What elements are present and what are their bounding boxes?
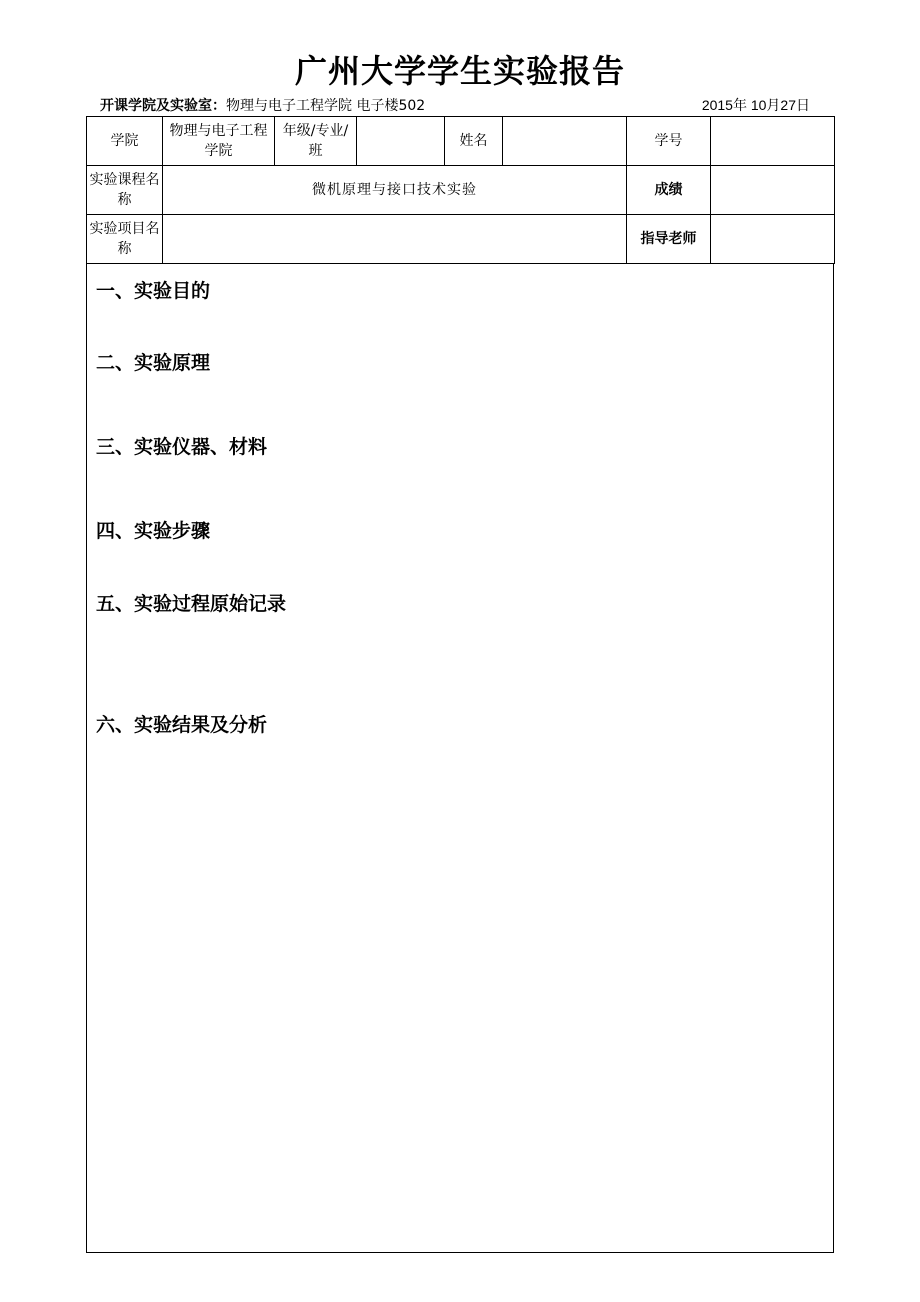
section-results: 六、实验结果及分析 — [96, 714, 268, 736]
section-equipment: 三、实验仪器、材料 — [96, 436, 268, 458]
teacher-label: 指导老师 — [627, 215, 711, 264]
college-label: 学院 — [87, 117, 163, 166]
project-label: 实验项目名称 — [87, 215, 163, 264]
section-purpose: 一、实验目的 — [96, 280, 211, 302]
section-principle: 二、实验原理 — [96, 352, 211, 374]
section-records: 五、实验过程原始记录 — [96, 593, 287, 615]
project-value[interactable] — [163, 215, 627, 264]
report-date: 2015年 10月27日 — [701, 97, 810, 113]
grade-value[interactable] — [357, 117, 445, 166]
info-table — [86, 116, 835, 264]
score-label: 成绩 — [627, 166, 711, 215]
score-value[interactable] — [711, 166, 835, 215]
grade-label: 年级/专业/班 — [275, 117, 357, 166]
name-label: 姓名 — [445, 117, 503, 166]
student-id-value[interactable] — [711, 117, 835, 166]
teacher-value[interactable] — [711, 215, 835, 264]
college-value: 物理与电子工程学院 — [163, 117, 275, 166]
name-value[interactable] — [503, 117, 627, 166]
course-label: 实验课程名称 — [87, 166, 163, 215]
section-steps: 四、实验步骤 — [96, 520, 211, 542]
course-value: 微机原理与接口技术实验 — [163, 166, 627, 215]
lab-value: 物理与电子工程学院 电子楼502 — [226, 98, 426, 114]
report-body — [86, 264, 834, 1253]
lab-line — [100, 95, 425, 115]
lab-label: 开课学院及实验室： — [100, 98, 226, 114]
student-id-label: 学号 — [627, 117, 711, 166]
report-title: 广州大学学生实验报告 — [294, 52, 625, 90]
